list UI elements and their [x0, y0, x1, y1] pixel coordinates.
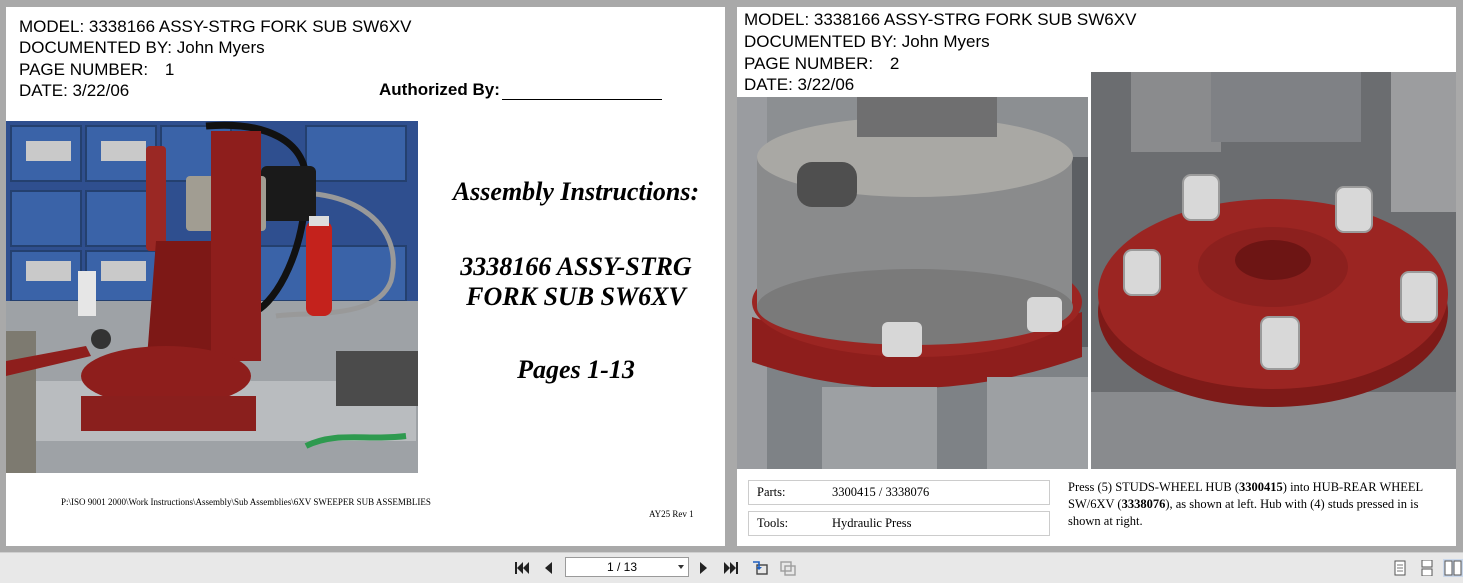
model-header: MODEL: 3338166 ASSY-STRG FORK SUB SW6XV	[744, 10, 1137, 29]
instruction-text-part: Press (5) STUDS-WHEEL HUB (	[1068, 480, 1240, 494]
parts-value: 3300415 / 3338076	[832, 485, 930, 499]
assembly-photo	[6, 121, 418, 473]
page-number-label: PAGE NUMBER:	[19, 60, 149, 79]
footer-revision: AY25 Rev 1	[649, 509, 694, 519]
documented-by: DOCUMENTED BY: John Myers	[744, 32, 990, 51]
tools-value: Hydraulic Press	[832, 516, 912, 530]
last-page-button[interactable]	[722, 559, 740, 577]
page-number-label: PAGE NUMBER:	[744, 54, 874, 73]
previous-page-icon	[543, 561, 553, 575]
hub-studs-photo	[1091, 72, 1456, 469]
page-indicator: 1 / 13	[606, 560, 638, 574]
tools-row	[748, 511, 1050, 536]
documented-by: DOCUMENTED BY: John Myers	[19, 38, 265, 57]
title-line-4: Pages 1-13	[517, 355, 635, 384]
go-forward-view-button[interactable]	[778, 559, 798, 577]
next-page-icon	[699, 561, 709, 575]
date: DATE: 3/22/06	[744, 75, 855, 94]
part-number-hub: 3338076	[1121, 497, 1166, 511]
instruction-text	[1068, 479, 1448, 530]
title-line-2: 3338166 ASSY-STRG	[460, 252, 692, 281]
page-number-value: 1	[164, 60, 175, 79]
title-line-1: Assembly Instructions:	[452, 177, 700, 206]
page-number-value: 2	[889, 54, 900, 73]
footer-path: P:\ISO 9001 2000\Work Instructions\Assembly\Sub Assemblies\6XV SWEEPER SUB ASSEMBLIES	[61, 497, 431, 507]
page-number-row	[744, 53, 899, 74]
hub-press-photo	[737, 97, 1088, 469]
parts-label: Parts:	[757, 485, 786, 499]
tools-label: Tools:	[757, 516, 789, 530]
go-back-view-button[interactable]	[750, 559, 770, 577]
document-page-2	[737, 7, 1456, 546]
first-page-icon	[514, 561, 530, 575]
page-selector[interactable]	[565, 557, 689, 577]
parts-row	[748, 480, 1050, 505]
two-page-icon	[1444, 560, 1462, 576]
document-page-1	[6, 7, 725, 546]
last-page-icon	[723, 561, 739, 575]
authorized-by	[379, 80, 662, 100]
continuous-pages-icon	[1421, 560, 1433, 576]
instruction-text-part: ), as shown at left. Hub with (4) studs pressed in is shown at right.	[1068, 497, 1419, 528]
signature-line	[502, 82, 662, 100]
single-page-icon	[1394, 560, 1406, 576]
back-view-icon	[751, 560, 769, 576]
date: DATE: 3/22/06	[19, 81, 130, 100]
viewer-toolbar	[0, 552, 1463, 583]
single-page-view-button[interactable]	[1392, 559, 1408, 577]
page-number-row	[19, 59, 174, 80]
two-page-view-button[interactable]	[1443, 559, 1463, 577]
next-page-button[interactable]	[696, 559, 712, 577]
continuous-view-button[interactable]	[1419, 559, 1435, 577]
chevron-down-icon	[678, 565, 684, 569]
part-number-stud: 3300415	[1239, 480, 1283, 494]
first-page-button[interactable]	[513, 559, 531, 577]
instruction-text-part: ) into HUB-REAR WHEEL SW/6XV (	[1068, 480, 1423, 511]
model-header: MODEL: 3338166 ASSY-STRG FORK SUB SW6XV	[19, 17, 412, 36]
authorized-by-label: Authorized By:	[379, 80, 500, 99]
title-line-3: FORK SUB SW6XV	[466, 282, 686, 311]
previous-page-button[interactable]	[540, 559, 556, 577]
forward-view-icon	[779, 560, 797, 576]
